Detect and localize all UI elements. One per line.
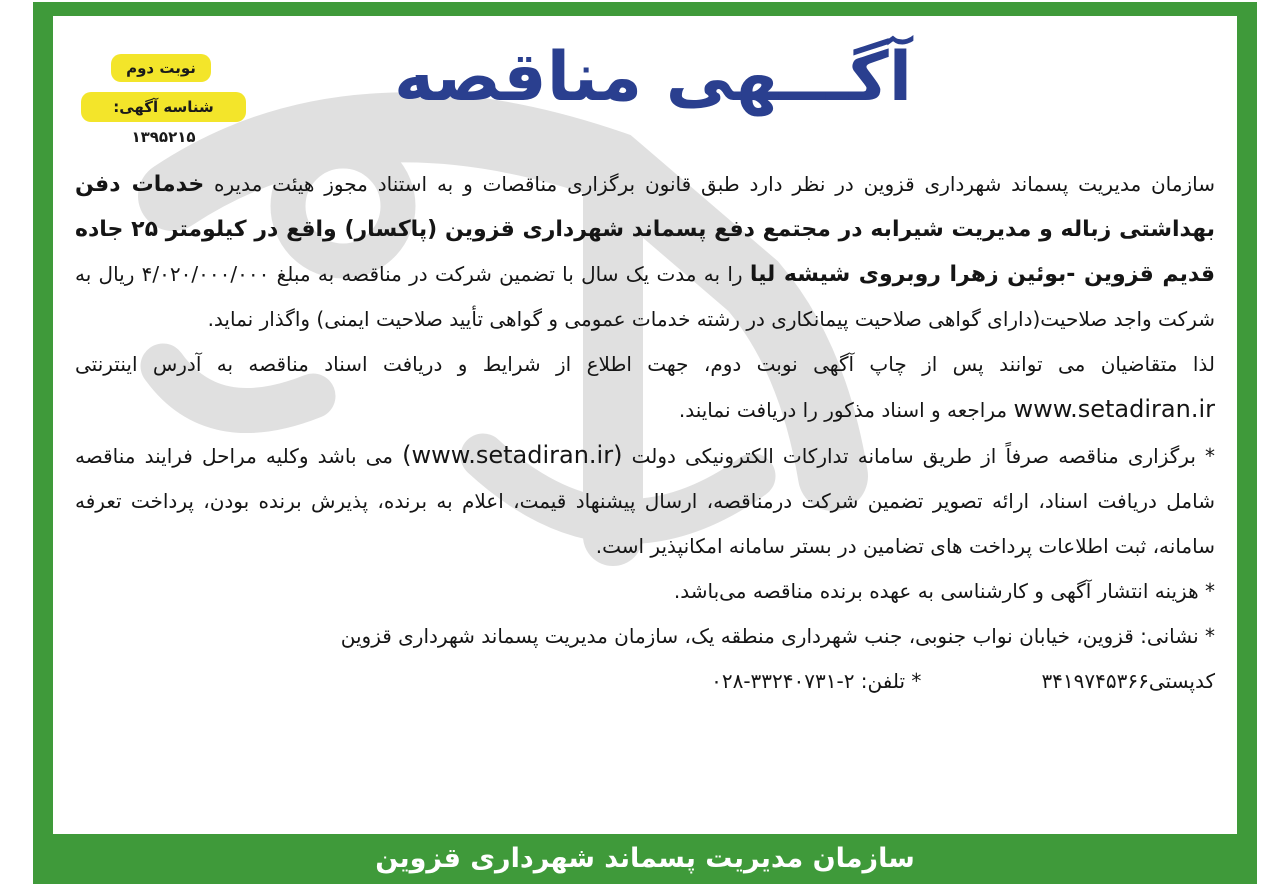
setadiran-link-2[interactable]: (www.setadiran.ir) — [402, 441, 623, 469]
process-text: * برگزاری مناقصه صرفاً از طریق سامانه تدارکات الکترونیکی دولت — [631, 444, 1216, 468]
round-badge: نوبت دوم — [111, 54, 211, 82]
notice-body — [75, 162, 1215, 704]
setadiran-link[interactable]: www.setadiran.ir — [1013, 395, 1215, 423]
phone-number: * تلفن: ۲-۳۳۲۴۰۷۳۱-۰۲۸ — [711, 669, 922, 693]
postal-code: کدپستی۳۴۱۹۷۴۵۳۶۶ — [1041, 669, 1215, 693]
footer-org-name: سازمان مدیریت پسماند شهرداری قزوین — [375, 843, 915, 874]
intro-prefix: سازمان مدیریت پسماند شهرداری قزوین در نظر دارد طبق قانون برگزاری مناقصات و به استناد مجوز هیئت مدیره — [214, 172, 1215, 196]
paragraph-process — [75, 433, 1215, 569]
paragraph-cost: * هزینه انتشار آگهی و کارشناسی به عهده برنده مناقصه می‌باشد. — [673, 579, 1215, 603]
page-title: آگـــهی مناقصه — [393, 38, 913, 117]
process-tail: می باشد وکلیه مراحل فرایند مناقصه شامل دریافت اسناد، ارائه تصویر تضمین شرکت درمناقصه، ارسال پیشنهاد قیمت، اعلام به برنده، پذیرش برنده بودن، پرداخت تعرفه سامانه، ثبت اطلاعات پرداخت های تضامین در بستر سامانه امکانپذیر است. — [75, 444, 1215, 558]
badge-group — [81, 54, 251, 146]
contact-line — [75, 659, 1215, 704]
tender-subject: خدمات دفن بهداشتی زباله و مدیریت شیرابه در مجتمع دفع پسماند شهرداری قزوین (پاکسار) واقع در کیلومتر ۲۵ جاده قدیم قزوین -بوئین زهرا روبروی شیشه لیا — [75, 172, 1215, 287]
paragraph-intro — [75, 162, 1215, 342]
instructions-text: لذا متقاضیان می توانند پس از چاپ آگهی نوبت دوم، جهت اطلاع از شرایط و دریافت اسناد مناقصه به آدرس اینترنتی — [75, 352, 1215, 376]
notice-panel — [53, 16, 1237, 834]
paragraph-address: * نشانی: قزوین، خیابان نواب جنوبی، جنب شهرداری منطقه یک، سازمان مدیریت پسماند شهرداری قزوین — [340, 624, 1215, 648]
notice-id-badge: شناسه آگهی: ۱۳۹۵۲۱۵ — [81, 92, 246, 122]
instructions-tail: مراجعه و اسناد مذکور را دریافت نمایند. — [678, 398, 1008, 422]
intro-suffix: را به مدت یک سال با تضمین شرکت در مناقصه به مبلغ ۴/۰۲۰/۰۰۰/۰۰۰ ریال به شرکت واجد صلاحیت(دارای گواهی صلاحیت پیمانکاری در رشته خدمات عمومی و گواهی تأیید صلاحیت ایمنی) واگذار نماید. — [75, 262, 1215, 331]
paragraph-instructions — [75, 342, 1215, 433]
